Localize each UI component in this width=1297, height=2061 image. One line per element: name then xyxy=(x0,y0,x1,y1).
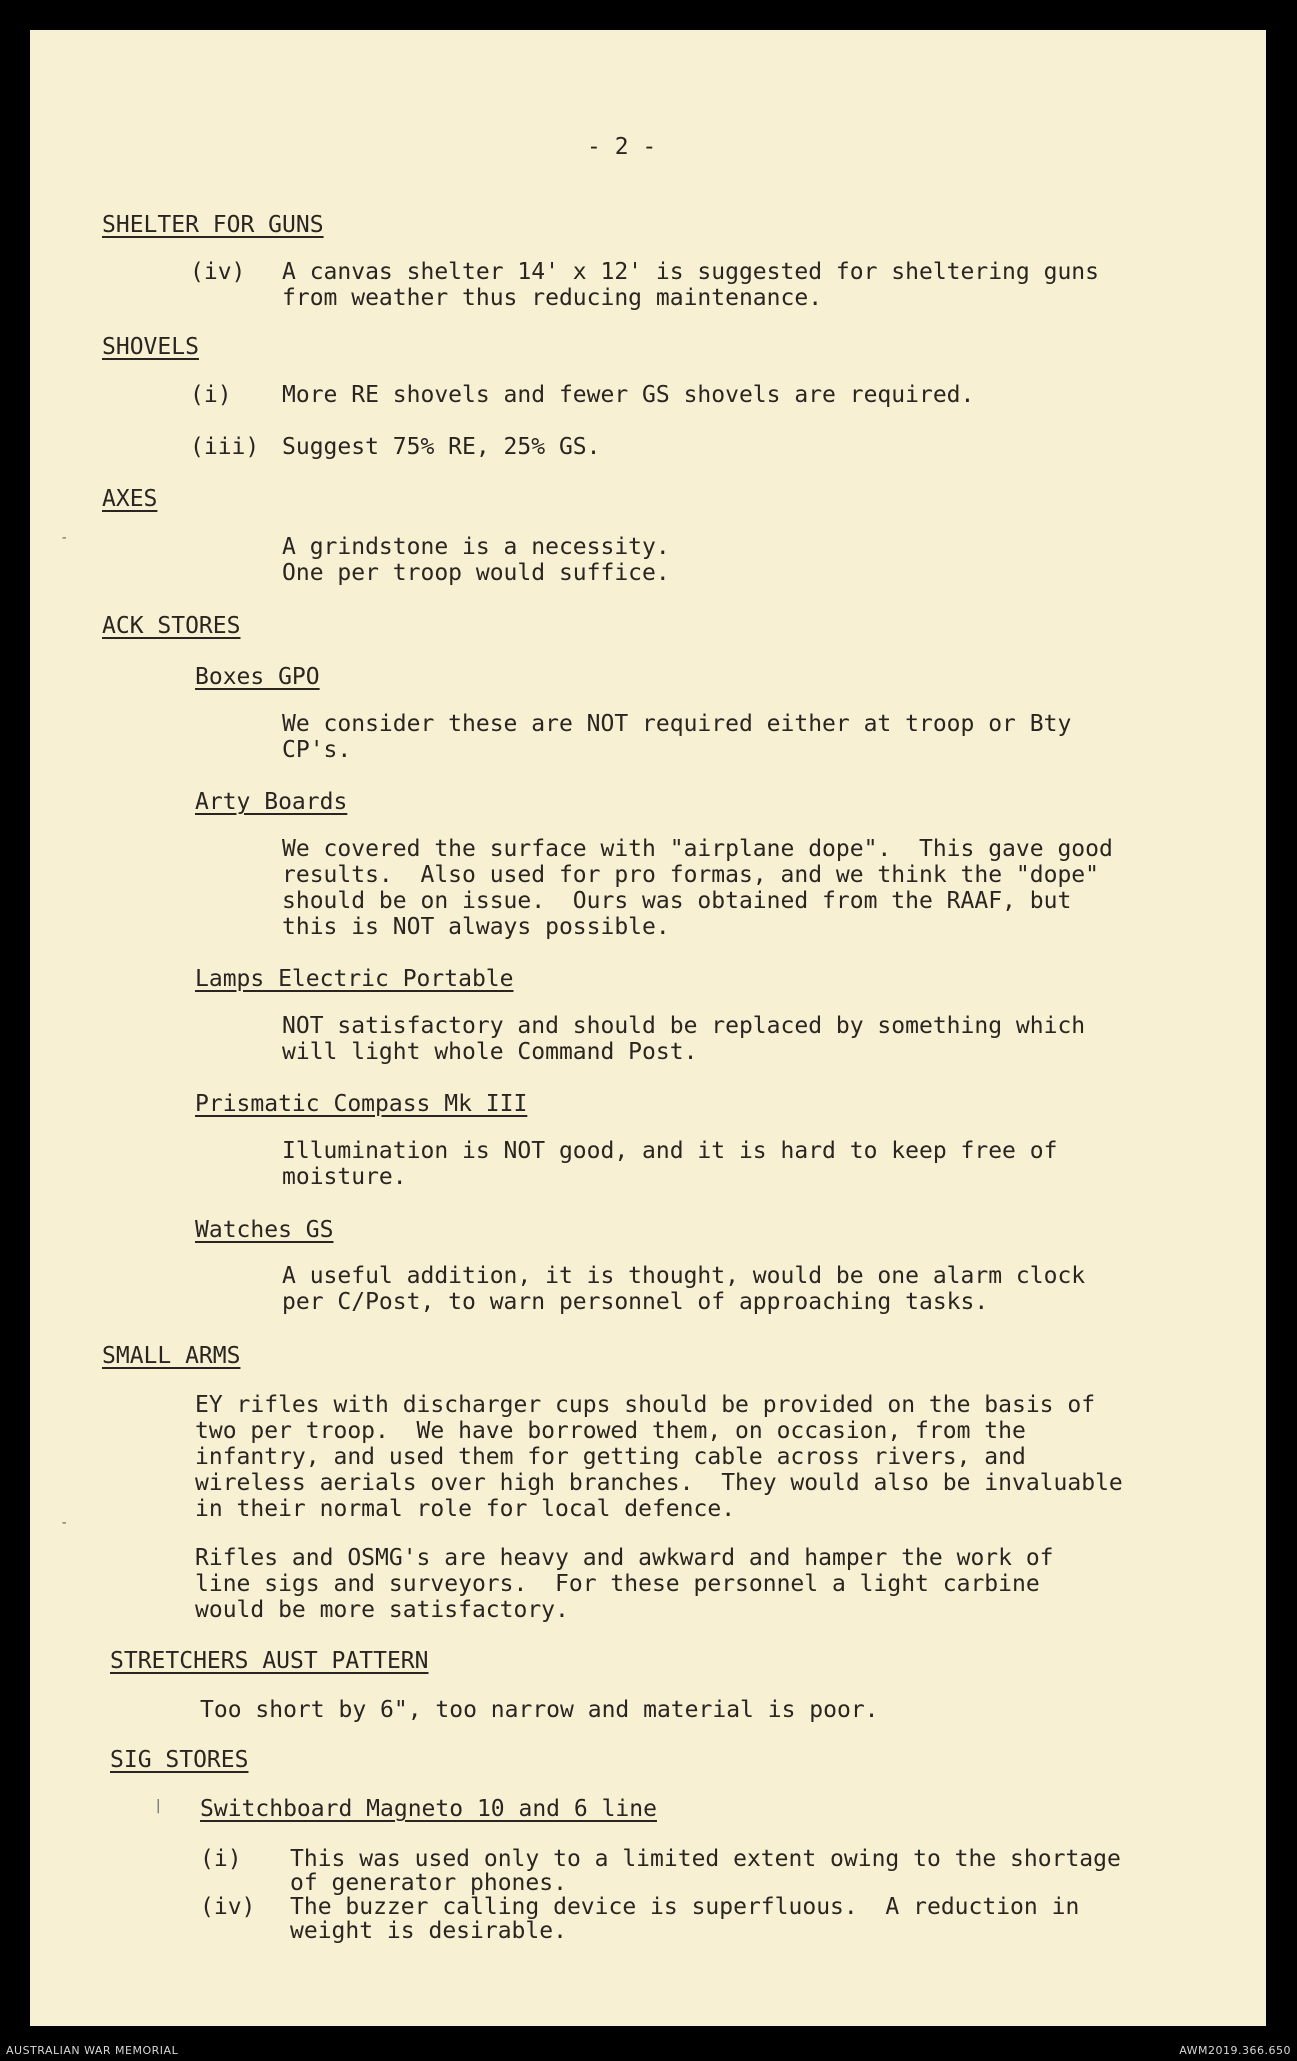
sig-item-2-line-2: weight is desirable. xyxy=(290,1918,567,1944)
heading-small-arms: SMALL ARMS xyxy=(102,1343,241,1369)
small-arms-p1-line-5: in their normal role for local defence. xyxy=(195,1496,736,1522)
small-arms-p1-line-1: EY rifles with discharger cups should be provided on the basis of xyxy=(195,1392,1096,1418)
small-arms-p1-line-3: infantry, and used them for getting cable across rivers, and xyxy=(195,1444,1026,1470)
watches-line-2: per C/Post, to warn personnel of approaching tasks. xyxy=(282,1289,989,1315)
shelter-line-2: from weather thus reducing maintenance. xyxy=(282,285,823,311)
shovels-item-1-number: (i) xyxy=(190,382,232,408)
shovels-item-2-text: Suggest 75% RE, 25% GS. xyxy=(282,434,601,460)
heading-shovels: SHOVELS xyxy=(102,334,199,360)
small-arms-p2-line-2: line sigs and surveyors. For these personnel a light carbine xyxy=(195,1571,1040,1597)
arty-boards-line-4: this is NOT always possible. xyxy=(282,914,670,940)
arty-boards-line-3: should be on issue. Ours was obtained from the RAAF, but xyxy=(282,888,1072,914)
sig-item-2-number: (iv) xyxy=(200,1894,256,1920)
small-arms-p1-line-4: wireless aerials over high branches. They would also be invaluable xyxy=(195,1470,1123,1496)
subheading-boxes-gpo: Boxes GPO xyxy=(195,664,320,690)
subheading-lamps-electric-portable: Lamps Electric Portable xyxy=(195,966,514,992)
boxes-gpo-line-2: CP's. xyxy=(282,737,352,763)
shelter-item-number: (iv) xyxy=(190,259,246,285)
punch-hole-mark: - xyxy=(60,1515,69,1531)
boxes-gpo-line-1: We consider these are NOT required either at troop or Bty xyxy=(282,711,1072,737)
subheading-switchboard: Switchboard Magneto 10 and 6 line xyxy=(200,1796,657,1822)
heading-stretchers: STRETCHERS AUST PATTERN xyxy=(110,1648,429,1674)
shovels-item-2-number: (iii) xyxy=(190,434,260,460)
heading-sig-stores: SIG STORES xyxy=(110,1747,249,1773)
shovels-item-1-text: More RE shovels and fewer GS shovels are required. xyxy=(282,382,975,408)
compass-line-2: moisture. xyxy=(282,1164,407,1190)
footer-institution: AUSTRALIAN WAR MEMORIAL xyxy=(6,2044,179,2057)
heading-ack-stores: ACK STORES xyxy=(102,613,241,639)
stretchers-text: Too short by 6", too narrow and material is poor. xyxy=(200,1697,879,1723)
sig-item-1-line-1: This was used only to a limited extent owing to the shortage xyxy=(290,1846,1121,1872)
pencil-tick-mark: | xyxy=(154,1798,163,1814)
small-arms-p2-line-1: Rifles and OSMG's are heavy and awkward and hamper the work of xyxy=(195,1545,1054,1571)
arty-boards-line-1: We covered the surface with "airplane dope". This gave good xyxy=(282,836,1113,862)
heading-shelter-for-guns: SHELTER FOR GUNS xyxy=(102,212,324,238)
shelter-line-1: A canvas shelter 14' x 12' is suggested for sheltering guns xyxy=(282,259,1099,285)
subheading-watches-gs: Watches GS xyxy=(195,1217,334,1243)
subheading-prismatic-compass: Prismatic Compass Mk III xyxy=(195,1091,528,1117)
axes-line-2: One per troop would suffice. xyxy=(282,560,670,586)
sig-item-1-line-2: of generator phones. xyxy=(290,1870,567,1896)
compass-line-1: Illumination is NOT good, and it is hard to keep free of xyxy=(282,1138,1058,1164)
punch-hole-mark: - xyxy=(60,530,69,546)
lamps-line-2: will light whole Command Post. xyxy=(282,1039,698,1065)
lamps-line-1: NOT satisfactory and should be replaced by something which xyxy=(282,1013,1086,1039)
small-arms-p2-line-3: would be more satisfactory. xyxy=(195,1597,569,1623)
page-number: - 2 - xyxy=(587,134,657,160)
arty-boards-line-2: results. Also used for pro formas, and we think the "dope" xyxy=(282,862,1099,888)
footer-accession-number: AWM2019.366.650 xyxy=(1179,2044,1291,2057)
sig-item-1-number: (i) xyxy=(200,1846,242,1872)
subheading-arty-boards: Arty Boards xyxy=(195,789,348,815)
sig-item-2-line-1: The buzzer calling device is superfluous. A reduction in xyxy=(290,1894,1080,1920)
heading-axes: AXES xyxy=(102,486,158,512)
axes-line-1: A grindstone is a necessity. xyxy=(282,534,670,560)
watches-line-1: A useful addition, it is thought, would be one alarm clock xyxy=(282,1263,1086,1289)
small-arms-p1-line-2: two per troop. We have borrowed them, on occasion, from the xyxy=(195,1418,1026,1444)
